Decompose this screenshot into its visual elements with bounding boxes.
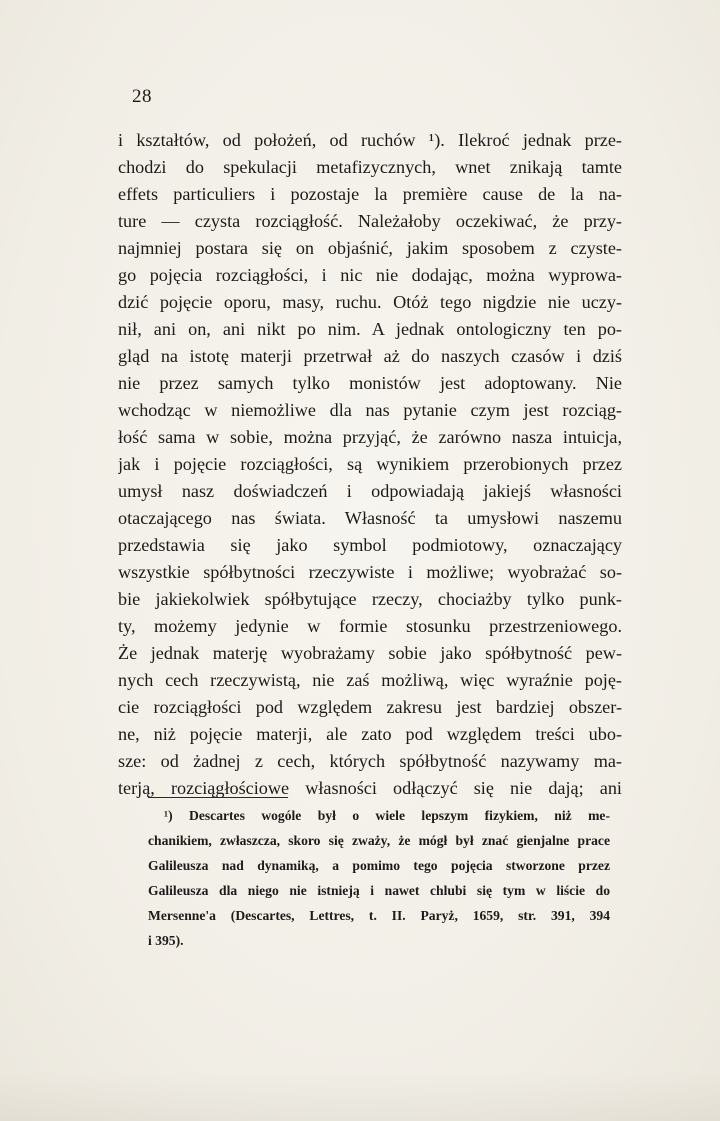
main-text	[118, 127, 622, 802]
footnote-line: chanikiem, zwłaszcza, skoro się zważy, że mógł był znać gienjalne prace	[148, 833, 610, 848]
text-line: przedstawia się jako symbol podmiotowy, oznaczający	[118, 535, 622, 555]
text-line: nił, ani on, ani nikt po nim. A jednak ontologiczny ten po-	[118, 319, 622, 339]
footnote-divider	[148, 797, 288, 798]
footnote-line: i 395).	[148, 933, 184, 948]
text-line: otaczającego nas świata. Własność ta umysłowi naszemu	[118, 508, 622, 528]
text-line: go pojęcia rozciągłości, i nic nie dodając, można wyprowa-	[118, 265, 622, 285]
text-line: chodzi do spekulacji metafizycznych, wnet znikają tamte	[118, 157, 622, 177]
text-line: Że jednak materję wyobrażamy sobie jako spółbytność pew-	[118, 643, 622, 663]
text-line: sze: od żadnej z cech, których spółbytność nazywamy ma-	[118, 751, 622, 771]
footnote-line: Mersenne'a (Descartes, Lettres, t. II. Paryż, 1659, str. 391, 394	[148, 908, 610, 923]
text-line: terją, rozciągłościowe własności odłączyć się nie dają; ani	[118, 778, 622, 798]
text-line: gląd na istotę materji przetrwał aż do naszych czasów i dziś	[118, 346, 622, 366]
text-line: ty, możemy jedynie w formie stosunku przestrzeniowego.	[118, 616, 622, 636]
text-line: nie przez samych tylko monistów jest adoptowany. Nie	[118, 373, 622, 393]
text-line: wszystkie spółbytności rzeczywiste i możliwe; wyobrażać so-	[118, 562, 622, 582]
text-line: łość sama w sobie, można przyjąć, że zarówno nasza intuicja,	[118, 427, 622, 447]
text-line: jak i pojęcie rozciągłości, są wynikiem przerobionych przez	[118, 454, 622, 474]
footnote	[148, 803, 610, 953]
footnote-line: ¹) Descartes wogóle był o wiele lepszym fizykiem, niż me-	[164, 808, 610, 823]
text-line: bie jakiekolwiek spółbytujące rzeczy, chociażby tylko punk-	[118, 589, 622, 609]
text-line: ne, niż pojęcie materji, ale zato pod względem treści ubo-	[118, 724, 622, 744]
footnote-line: Galileusza nad dynamiką, a pomimo tego pojęcia stworzone przez	[148, 858, 610, 873]
text-line: ture — czysta rozciągłość. Należałoby oczekiwać, że przy-	[118, 211, 622, 231]
footnote-line: Galileusza dla niego nie istnieją i nawet chlubi się tym w liście do	[148, 883, 610, 898]
text-line: najmniej postara się on objaśnić, jakim sposobem z czyste-	[118, 238, 622, 258]
text-line: wchodząc w niemożliwe dla nas pytanie czym jest rozciąg-	[118, 400, 622, 420]
text-line: umysł nasz doświadczeń i odpowiadają jakiejś własności	[118, 481, 622, 501]
text-line: i kształtów, od położeń, od ruchów ¹). Ilekroć jednak prze-	[118, 130, 622, 150]
text-line: cie rozciągłości pod względem zakresu jest bardziej obszer-	[118, 697, 622, 717]
text-line: effets particuliers i pozostaje la première cause de la na-	[118, 184, 622, 204]
page-number: 28	[132, 86, 152, 107]
text-line: dzić pojęcie oporu, masy, ruchu. Otóż tego nigdzie nie uczy-	[118, 292, 622, 312]
scan-edge-shadow	[0, 1070, 720, 1121]
text-line: nych cech rzeczywistą, nie zaś możliwą, więc wyraźnie poję-	[118, 670, 622, 690]
